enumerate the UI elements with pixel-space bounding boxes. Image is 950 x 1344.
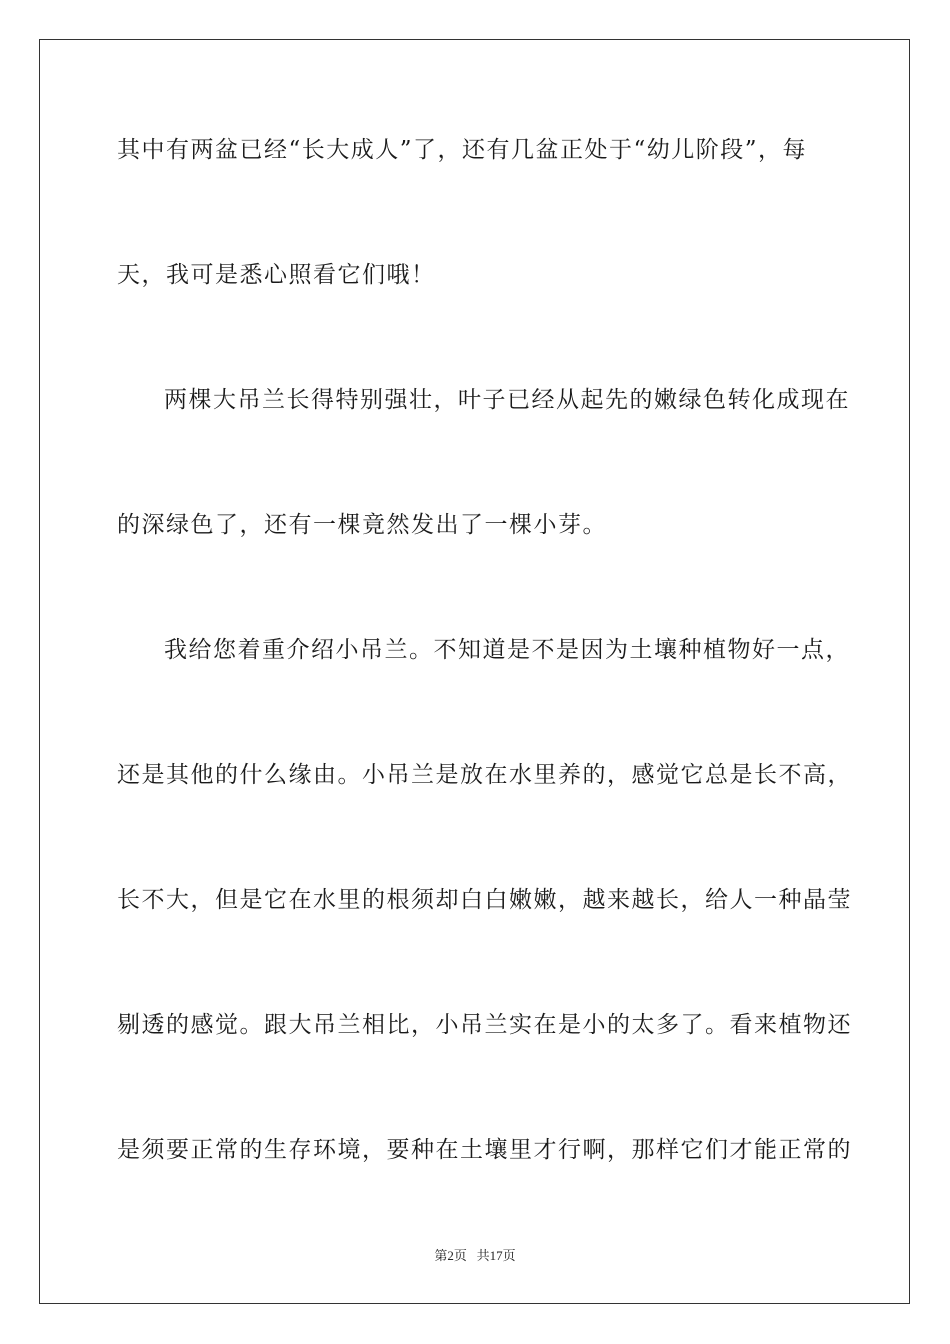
text-line-2: 天，我可是悉心照看它们哦！ [117,262,436,288]
paragraph-3-line-2: 还是其他的什么缘由。小吊兰是放在水里养的，感觉它总是长不高， [117,762,852,788]
text-line-1: 其中有两盆已经“长大成人”了，还有几盆正处于“幼儿阶段”，每 [117,137,808,163]
paragraph-2-line-1: 两棵大吊兰长得特别强壮，叶子已经从起先的嫩绿色转化成现在 [164,387,850,413]
page-footer [0,1248,950,1264]
paragraph-3-line-4: 剔透的感觉。跟大吊兰相比，小吊兰实在是小的太多了。看来植物还 [117,1012,852,1038]
page-number: 第2页 [434,1248,467,1263]
page-total: 共17页 [476,1248,516,1263]
page-frame [39,39,910,1304]
paragraph-2-line-2: 的深绿色了，还有一棵竟然发出了一棵小芽。 [117,512,607,538]
paragraph-3-line-3: 长不大，但是它在水里的根须却白白嫩嫩，越来越长，给人一种晶莹 [117,887,852,913]
paragraph-3-line-5: 是须要正常的生存环境，要种在土壤里才行啊，那样它们才能正常的 [117,1137,852,1163]
paragraph-3-line-1: 我给您着重介绍小吊兰。不知道是不是因为土壤种植物好一点， [164,637,850,663]
